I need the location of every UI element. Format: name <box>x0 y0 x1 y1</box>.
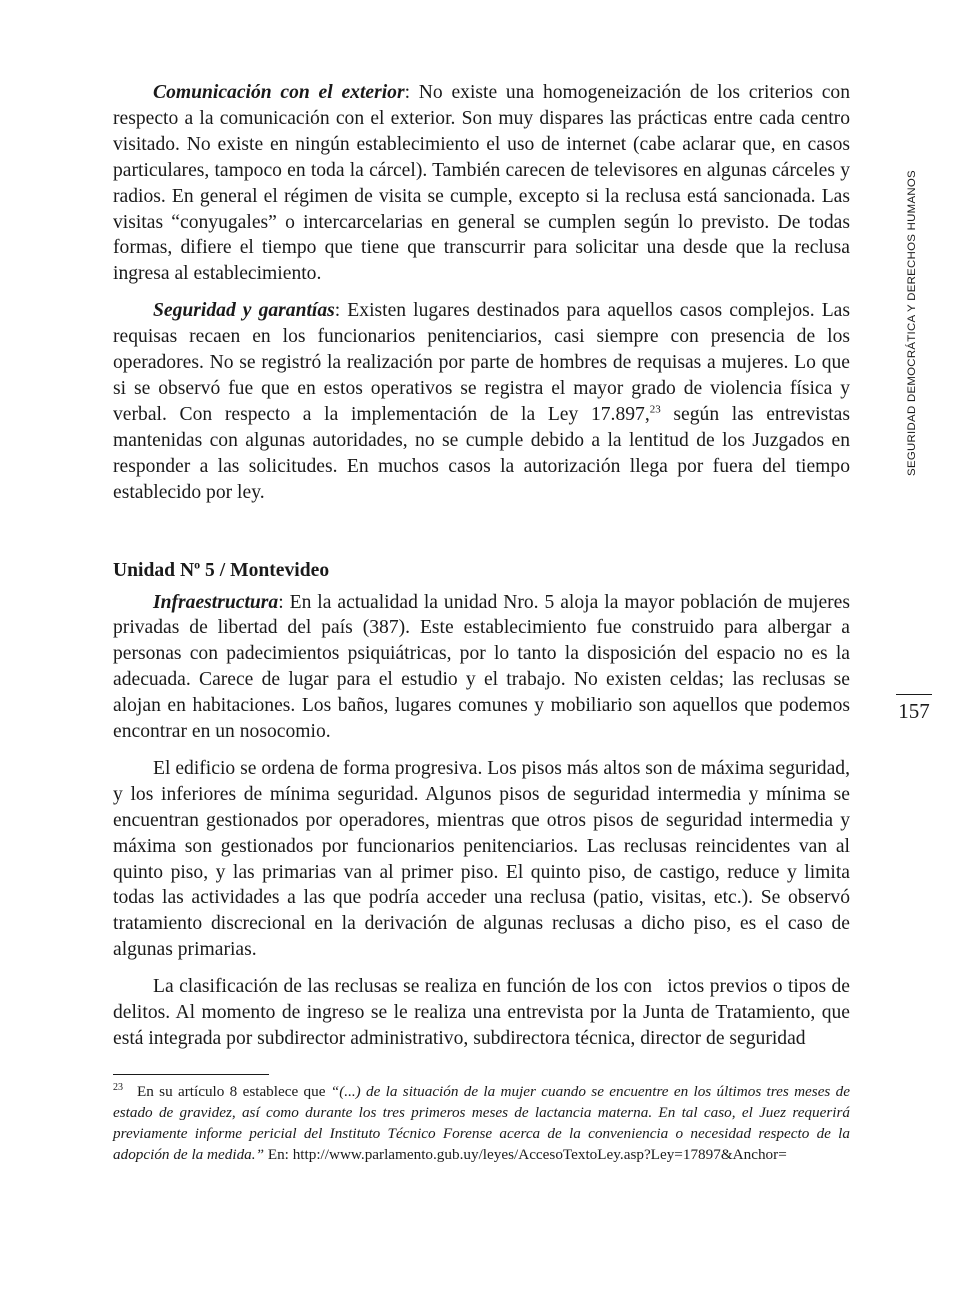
footnote-source: En: http://www.parlamento.gub.uy/leyes/AccesoTextoLey.asp?Ley=17897&Anchor= <box>264 1146 787 1163</box>
footnote-quote: “(...) de la situación de la mujer cuando se encuentre en los últimos tres meses de estado de gravidez, así como durante los tres primeros meses de lactancia materna. En tal caso, el Juez requerirá previamente informe pericial del Instituto Técnico Forense acerca de la conveniencia o necesidad respecto de la adopción de la medida.” <box>113 1083 850 1163</box>
footnote-rule <box>113 1074 269 1075</box>
paragraph-text: según las entrevistas mantenidas con algunas autoridades, no se cumple debido a la lentitud de los Juzgados en responder a las solicitudes. En muchos casos la autorización llega por fuera del tiempo establecido por ley. <box>113 403 850 503</box>
footnote-intro: En su artículo 8 establece que <box>137 1083 331 1100</box>
page-number-rule <box>896 694 932 695</box>
paragraph-edificio: El edificio se ordena de forma progresiva. Los pisos más altos son de máxima seguridad, y los inferiores de mínima seguridad. Algunos pisos de seguridad intermedia y mínima se encuentran gestionados por operadores, mientras que otros pisos de seguridad intermedia y máxima son gestionados por funcionarios penitenciarios. Las reclusas reincidentes van al quinto piso, y las primarias van al primer piso. El quinto piso, de castigo, reduce y limita todas las actividades a las que podría acceder una reclusa (patio, visitas, etc.). Se observó tratamiento discrecional en la derivación de algunas reclusas a dicho piso, es el caso de algunas primarias. <box>113 757 850 961</box>
paragraph-clasificacion: La clasificación de las reclusas se realiza en función de los con ictos previos o tipos de delitos. Al momento de ingreso se le realiza una entrevista por la Junta de Tratamiento, que está integrada por subdirector administrativo, subdirectora técnica, director de seguridad <box>113 976 850 1049</box>
paragraph-text: : Existen lugares destinados para aquellos casos complejos. Las requisas recaen en los funcionarios penitenciarios, casi siempre con presencia de los operadores. No se registró la realización por parte de hombres de requisas a mujeres. Lo que si se observó fue que en estos operativos se registra el mayor grado de violencia física y verbal. Con respecto a la implementación de la Ley 17.897, <box>113 300 850 425</box>
footnote-number: 23 <box>113 1081 123 1093</box>
paragraph-lead: Comunicación con el exterior <box>153 82 405 103</box>
paragraph-infraestructura <box>113 590 850 745</box>
section-heading <box>113 558 850 584</box>
running-head: SEGURIDAD DEMOCRÁTICA Y DERECHOS HUMANOS <box>906 170 918 476</box>
page-number: 157 <box>898 699 930 723</box>
section-heading-prefix: Unidad N <box>113 559 195 581</box>
main-text-column <box>113 80 850 1052</box>
paragraph-seguridad <box>113 298 850 505</box>
footnote-reference: 23 <box>649 403 661 416</box>
paragraph-comunicacion <box>113 80 850 287</box>
paragraph-lead: Seguridad y garantías <box>153 300 335 322</box>
paragraph-text: : No existe una homogeneización de los criterios con respecto a la comunicación con el exterior. Son muy dispares las prácticas entre cada centro visitado. No existe en ningún establecimiento el uso de internet (cabe aclarar que, en casos particulares, tampoco en toda la cárcel). También carecen de televisores en algunas cárceles y radios. En general el régimen de visita se cumple, excepto si la reclusa está sancionada. Las visitas “conyugales” o intercarcelarias en general se cumplen según lo previsto. De todas formas, difiere el tiempo que tiene que transcurrir para solicitar una desde que la reclusa ingresa al establecimiento. <box>113 82 850 285</box>
section-heading-sup: o <box>194 556 201 571</box>
paragraph-text: : En la actualidad la unidad Nro. 5 aloja la mayor población de mujeres privadas de libertad del país (387). Este establecimiento fue construido para albergar a personas con padecimientos psiquiátricas, por lo tanto la disposición del espacio no es la adecuada. Carece de lugar para el estudio y el trabajo. No existen celdas; las reclusas se alojan en habitaciones. Los baños, lugares comunes y mobiliario son aquellos que podemos encontrar en un nosocomio. <box>113 591 850 743</box>
section-heading-suffix: 5 / Montevideo <box>200 559 330 581</box>
paragraph-lead: Infraestructura <box>153 591 279 613</box>
footnote <box>113 1081 850 1165</box>
